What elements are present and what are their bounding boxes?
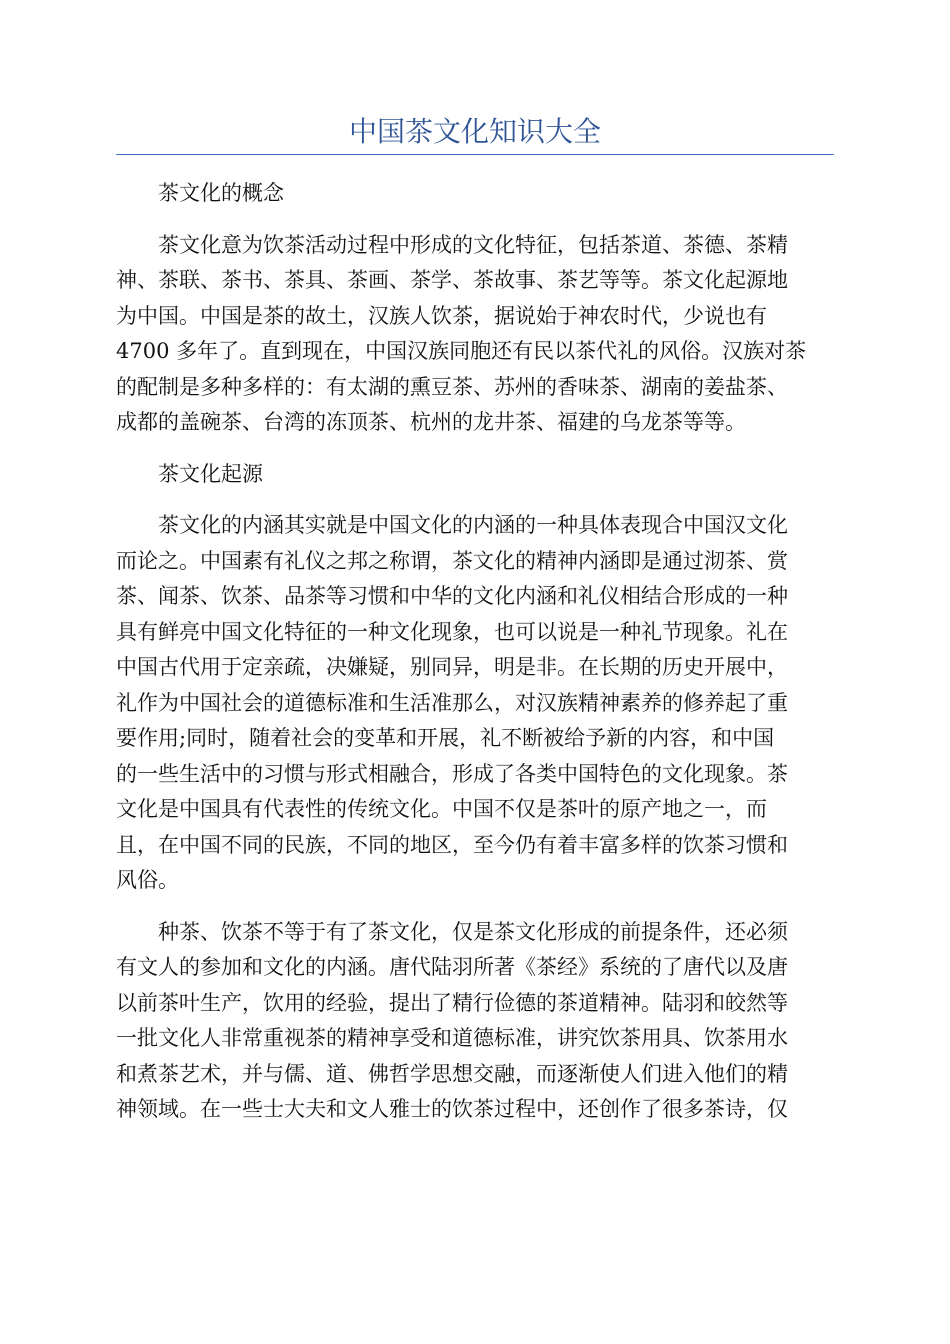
paragraph-line: 为中国。中国是茶的故土，汉族人饮茶，据说始于神农时代，少说也有 [116,303,767,328]
paragraph-line: 具有鲜亮中国文化特征的一种文化现象，也可以说是一种礼节现象。礼在 [116,619,788,644]
document-title: 中国茶文化知识大全 [348,115,601,148]
paragraph-line: 种茶、饮茶不等于有了茶文化，仅是茶文化形成的前提条件，还必须 [158,919,788,944]
paragraph [116,915,834,1128]
paragraph-line: 而论之。中国素有礼仪之邦之称谓，茶文化的精神内涵即是通过沏茶、赏 [116,548,788,573]
paragraph-line: 且，在中国不同的民族，不同的地区，至今仍有着丰富多样的饮茶习惯和 [116,832,788,857]
paragraph-line: 茶文化意为饮茶活动过程中形成的文化特征，包括茶道、茶德、茶精 [158,232,788,257]
paragraph-line: 以前茶叶生产，饮用的经验，提出了精行俭德的茶道精神。陆羽和皎然等 [116,990,788,1015]
paragraph-line: 要作用;同时，随着社会的变革和开展，礼不断被给予新的内容，和中国 [116,726,775,750]
section-heading: 茶文化的概念 [158,181,284,205]
title-underline [116,154,834,155]
paragraph-line: 有文人的参加和文化的内涵。唐代陆羽所著《茶经》系统的了唐代以及唐 [116,955,788,979]
paragraph-line: 礼作为中国社会的道德标准和生活准那么，对汉族精神素养的修养起了重 [116,690,788,715]
paragraph-line: 神领域。在一些士大夫和文人雅士的饮茶过程中，还创作了很多茶诗，仅 [116,1097,788,1121]
paragraph-line: 和煮茶艺术，并与儒、道、佛哲学思想交融，而逐渐使人们进入他们的精 [116,1061,788,1086]
document-body [116,176,834,1144]
paragraph-line: 文化是中国具有代表性的传统文化。中国不仅是茶叶的原产地之一，而 [116,797,767,821]
paragraph-line: 神、茶联、茶书、茶具、茶画、茶学、茶故事、茶艺等等。茶文化起源地 [116,268,788,292]
paragraph-line: 4700 多年了。直到现在，中国汉族同胞还有民以茶代礼的风俗。汉族对茶 [116,339,807,363]
paragraph-line: 成都的盖碗茶、台湾的冻顶茶、杭州的龙井茶、福建的乌龙茶等等。 [116,410,746,434]
paragraph-line: 茶文化的内涵其实就是中国文化的内涵的一种具体表现合中国汉文化 [158,513,788,537]
paragraph [116,508,834,899]
paragraph-line: 的配制是多种多样的：有太湖的熏豆茶、苏州的香味茶、湖南的姜盐茶、 [116,374,788,399]
paragraph-line: 一批文化人非常重视茶的精神享受和道德标准，讲究饮茶用具、饮茶用水 [116,1026,788,1050]
section-heading: 茶文化起源 [158,461,263,486]
paragraph [116,228,834,441]
paragraph-line: 茶、闻茶、饮茶、品茶等习惯和中华的文化内涵和礼仪相结合形成的一种 [116,584,788,608]
paragraph-line: 风俗。 [116,868,179,892]
paragraph-line: 中国古代用于定亲疏，决嫌疑，别同异，明是非。在长期的历史开展中， [116,655,788,679]
paragraph-line: 的一些生活中的习惯与形式相融合，形成了各类中国特色的文化现象。茶 [116,761,788,786]
